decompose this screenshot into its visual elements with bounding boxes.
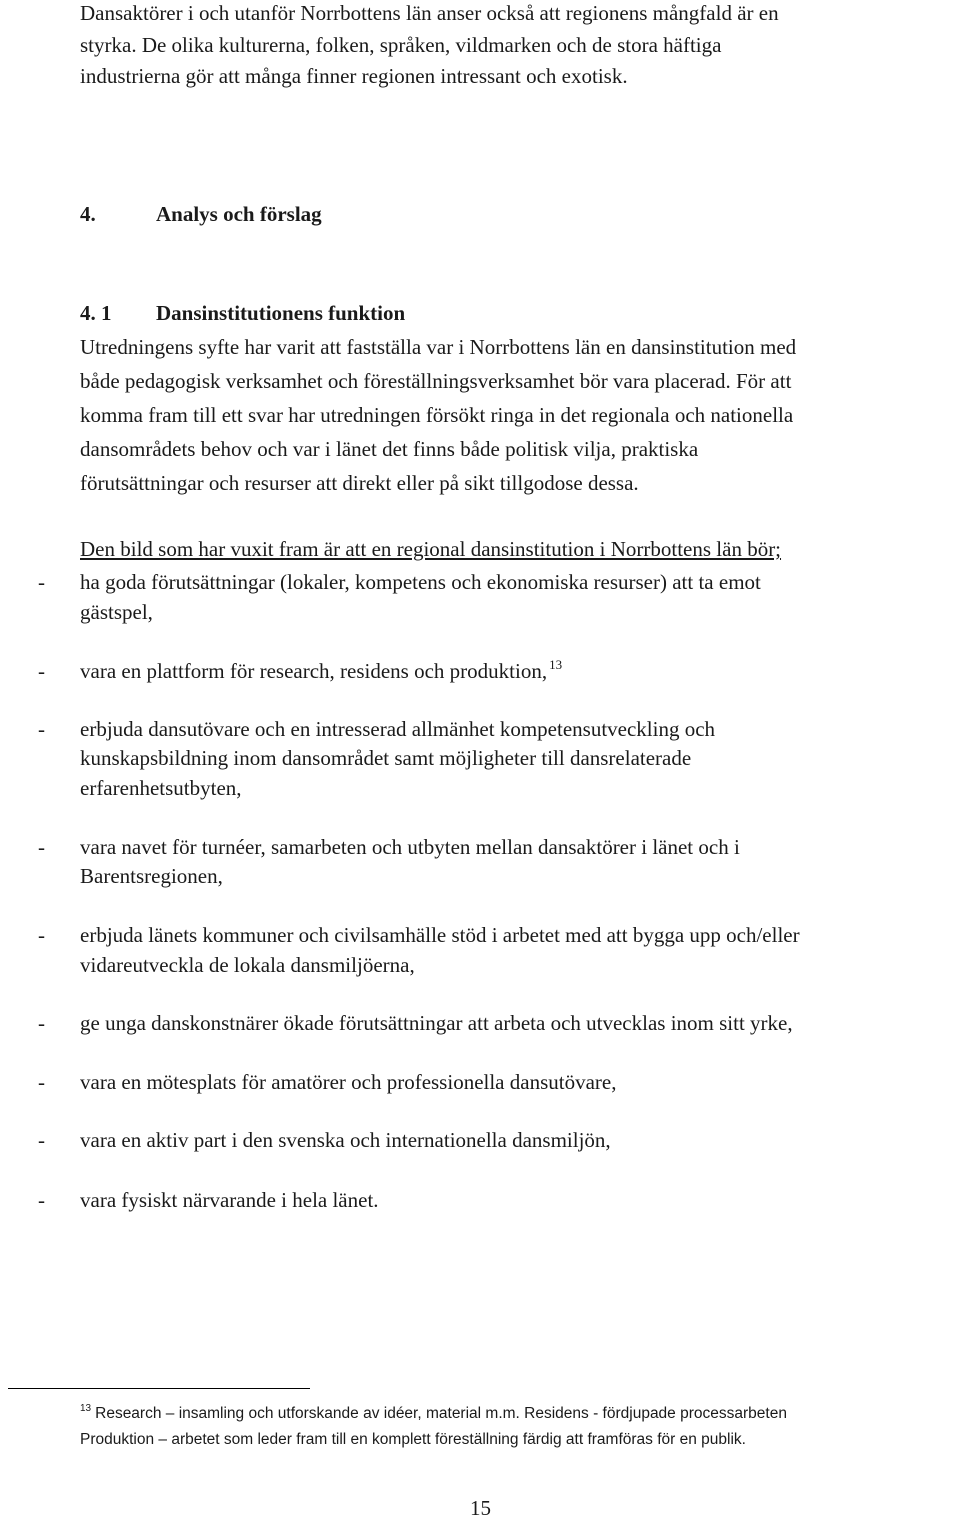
- text-line: vara en aktiv part i den svenska och internationella dansmiljön,: [80, 1128, 611, 1152]
- text-line: erfarenhetsutbyten,: [80, 776, 242, 800]
- dash-bullet: -: [38, 923, 45, 947]
- dash-bullet: -: [38, 659, 45, 683]
- text-line: vara navet för turnéer, samarbeten och utbyten mellan dansaktörer i länet och i: [80, 835, 740, 859]
- text-line: både pedagogisk verksamhet och föreställningsverksamhet bör vara placerad. För att: [80, 369, 792, 393]
- dash-bullet: -: [38, 570, 45, 594]
- footnote-ref[interactable]: 13: [549, 657, 563, 672]
- footnote-separator: [8, 1388, 310, 1389]
- text-line: gästspel,: [80, 600, 153, 624]
- text-line: Barentsregionen,: [80, 864, 223, 888]
- subsection-number: 4. 1: [80, 301, 112, 325]
- text-line: Dansaktörer i och utanför Norrbottens län anser också att regionens mångfald är en: [80, 1, 779, 25]
- dash-bullet: -: [38, 1188, 45, 1212]
- dash-bullet: -: [38, 835, 45, 859]
- text-line: vidareutveckla de lokala dansmiljöerna,: [80, 953, 415, 977]
- dash-bullet: -: [38, 1070, 45, 1094]
- text-line: komma fram till ett svar har utredningen försökt ringa in det regionala och nationella: [80, 403, 794, 427]
- text-line: förutsättningar och resurser att direkt eller på sikt tillgodose dessa.: [80, 471, 639, 495]
- text-line: ha goda förutsättningar (lokaler, kompetens och ekonomiska resurser) att ta emot: [80, 570, 761, 594]
- subsection-title: Dansinstitutionens funktion: [156, 301, 406, 325]
- section-title: Analys och förslag: [156, 202, 322, 226]
- list-intro: Den bild som har vuxit fram är att en regional dansinstitution i Norrbottens län bör;: [80, 537, 782, 561]
- section-number: 4.: [80, 202, 96, 226]
- footnote-line: $^{13}$ Research – insamling och utforskande av idéer, material m.m. Residens - fördjupade processarbeten: [80, 1403, 787, 1422]
- text-line: vara fysiskt närvarande i hela länet.: [80, 1188, 379, 1212]
- text-line: ge unga danskonstnärer ökade förutsättningar att arbeta och utvecklas inom sitt yrke,: [80, 1011, 793, 1035]
- text-line: dansområdets behov och var i länet det finns både politisk vilja, praktiska: [80, 437, 699, 461]
- dash-bullet: -: [38, 717, 45, 741]
- text-line: erbjuda länets kommuner och civilsamhälle stöd i arbetet med att bygga upp och/eller: [80, 923, 800, 947]
- dash-bullet: -: [38, 1011, 45, 1035]
- text-line: vara en plattform för research, residens och produktion, $^{13}$: [80, 657, 563, 683]
- dash-bullet: -: [38, 1128, 45, 1152]
- text-line: Utredningens syfte har varit att fastställa var i Norrbottens län en dansinstitution med: [80, 335, 797, 359]
- text-line: styrka. De olika kulturerna, folken, språken, vildmarken och de stora häftiga: [80, 33, 722, 57]
- footnote-line: Produktion – arbetet som leder fram till en komplett föreställning färdig att framföras för en publik.: [80, 1431, 746, 1448]
- text-line: vara en mötesplats för amatörer och professionella dansutövare,: [80, 1070, 617, 1094]
- text-line: industrierna gör att många finner regionen intressant och exotisk.: [80, 64, 628, 88]
- text-line: erbjuda dansutövare och en intresserad allmänhet kompetensutveckling och: [80, 717, 716, 741]
- text-line: kunskapsbildning inom dansområdet samt möjligheter till dansrelaterade: [80, 746, 692, 770]
- page-number: 15: [470, 1496, 491, 1520]
- footnote-number: 13: [80, 1403, 92, 1414]
